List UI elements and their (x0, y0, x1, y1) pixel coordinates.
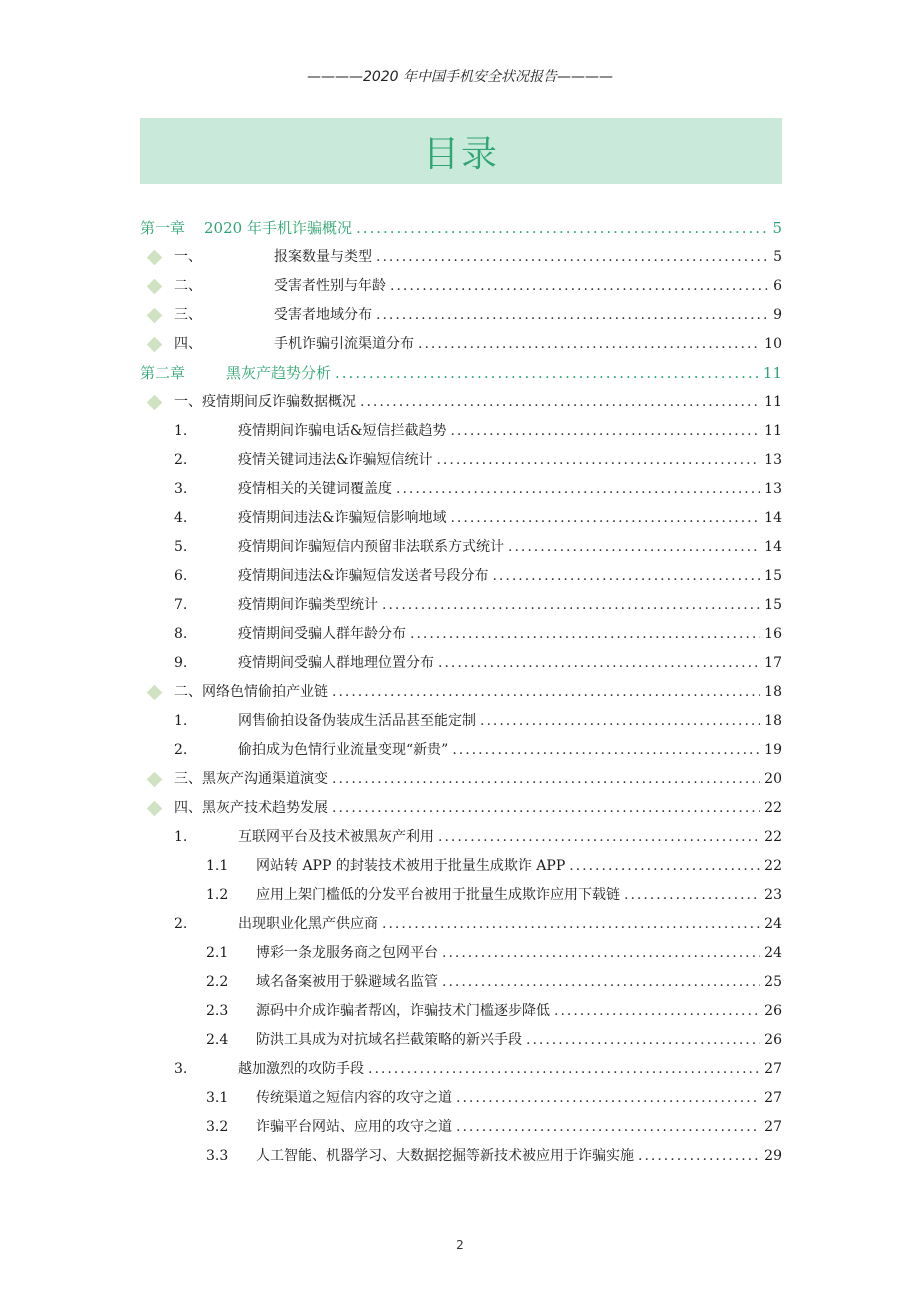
toc-entry-page: 9 (773, 307, 782, 323)
toc-entry-page: 17 (764, 655, 782, 671)
toc-entry-section[interactable] (140, 765, 782, 794)
toc-entry-title: 网站转 APP 的封装技术被用于批量生成欺诈 APP (256, 858, 566, 874)
toc-dot-leader (442, 939, 760, 968)
table-of-contents (140, 214, 782, 1171)
toc-dot-leader (438, 823, 760, 852)
toc-entry-title: 博彩一条龙服务商之包网平台 (256, 945, 438, 961)
toc-dot-leader (390, 272, 769, 301)
toc-entry-item[interactable] (140, 620, 782, 649)
toc-entry-title: 网络色情偷拍产业链 (202, 684, 328, 700)
toc-entry-item[interactable] (140, 1055, 782, 1084)
toc-entry-title: 应用上架门槛低的分发平台被用于批量生成欺诈应用下载链 (256, 887, 620, 903)
toc-dot-leader (356, 214, 769, 243)
toc-entry-number: 3.3 (206, 1148, 229, 1164)
toc-entry-title: 疫情相关的关键词覆盖度 (238, 481, 392, 497)
toc-entry-number: 3.2 (206, 1119, 229, 1135)
toc-dot-leader (376, 301, 769, 330)
toc-entry-page: 24 (764, 916, 782, 932)
toc-entry-number: 9. (174, 655, 188, 671)
toc-dot-leader (382, 910, 760, 939)
toc-entry-item[interactable] (140, 446, 782, 475)
toc-entry-number: 3. (174, 1061, 188, 1077)
toc-entry-subitem[interactable] (140, 997, 782, 1026)
toc-entry-page: 13 (764, 452, 782, 468)
page-number: 2 (456, 1238, 464, 1252)
toc-entry-section[interactable] (140, 243, 782, 272)
toc-entry-page: 26 (764, 1003, 782, 1019)
toc-entry-title: 疫情期间诈骗电话&短信拦截趋势 (238, 423, 447, 439)
toc-entry-page: 26 (764, 1032, 782, 1048)
toc-dot-leader (554, 997, 760, 1026)
toc-entry-page: 14 (764, 510, 782, 526)
toc-dot-leader (624, 881, 760, 910)
toc-entry-number: 3. (174, 481, 188, 497)
toc-entry-title: 偷拍成为色情行业流量变现“新贵” (238, 742, 449, 758)
toc-entry-number: 四、 (174, 800, 202, 816)
toc-entry-title: 报案数量与类型 (274, 249, 372, 265)
toc-entry-number: 1. (174, 423, 188, 439)
toc-entry-number: 2.4 (206, 1032, 229, 1048)
toc-entry-page: 20 (764, 771, 782, 787)
toc-dot-leader (492, 562, 760, 591)
toc-entry-number: 1. (174, 713, 188, 729)
toc-entry-title: 越加激烈的攻防手段 (238, 1061, 364, 1077)
toc-entry-number: 一、 (174, 249, 202, 265)
toc-entry-number: 1.2 (206, 887, 229, 903)
toc-entry-subitem[interactable] (140, 1084, 782, 1113)
toc-entry-number: 2.1 (206, 945, 229, 961)
toc-entry-title: 疫情期间违法&诈骗短信发送者号段分布 (238, 568, 489, 584)
toc-dot-leader (450, 417, 760, 446)
toc-dot-leader (332, 794, 760, 823)
toc-entry-number: 一、 (174, 394, 202, 410)
toc-entry-number: 第二章 (140, 364, 186, 382)
toc-entry-page: 25 (764, 974, 782, 990)
toc-entry-title: 疫情期间受骗人群年龄分布 (238, 626, 406, 642)
toc-entry-title: 黑灰产趋势分析 (226, 364, 332, 382)
toc-entry-page: 27 (764, 1090, 782, 1106)
toc-entry-number: 2. (174, 916, 188, 932)
toc-entry-title: 疫情期间反诈骗数据概况 (202, 394, 356, 410)
toc-entry-page: 24 (764, 945, 782, 961)
toc-entry-section[interactable] (140, 272, 782, 301)
toc-entry-page: 19 (764, 742, 782, 758)
toc-entry-page: 27 (764, 1119, 782, 1135)
toc-dot-leader (508, 533, 760, 562)
toc-entry-section[interactable] (140, 678, 782, 707)
toc-entry-number: 2. (174, 452, 188, 468)
title-banner (140, 118, 782, 184)
page-title: 目录 (422, 133, 499, 175)
toc-entry-chapter-1[interactable] (140, 214, 782, 243)
toc-entry-title: 出现职业化黑产供应商 (238, 916, 378, 932)
toc-dot-leader (396, 475, 760, 504)
toc-entry-subitem[interactable] (140, 1026, 782, 1055)
toc-entry-section[interactable] (140, 794, 782, 823)
toc-entry-page: 14 (764, 539, 782, 555)
toc-entry-page: 10 (764, 336, 782, 352)
toc-entry-page: 22 (764, 800, 782, 816)
toc-entry-title: 手机诈骗引流渠道分布 (274, 336, 414, 352)
toc-entry-subitem[interactable] (140, 1142, 782, 1171)
toc-entry-number: 4. (174, 510, 188, 526)
toc-entry-page: 23 (764, 887, 782, 903)
toc-entry-subitem[interactable] (140, 968, 782, 997)
toc-dot-leader (410, 620, 760, 649)
toc-dot-leader (456, 1113, 760, 1142)
toc-dot-leader (436, 446, 760, 475)
toc-entry-subitem[interactable] (140, 1113, 782, 1142)
toc-entry-page: 29 (764, 1148, 782, 1164)
toc-dot-leader (360, 388, 760, 417)
toc-entry-page: 5 (772, 219, 782, 237)
toc-entry-item[interactable] (140, 417, 782, 446)
toc-entry-item[interactable] (140, 562, 782, 591)
toc-entry-number: 2.2 (206, 974, 229, 990)
toc-dot-leader (456, 1084, 760, 1113)
toc-entry-page: 15 (764, 568, 782, 584)
toc-entry-chapter-2[interactable] (140, 359, 782, 388)
toc-entry-page: 13 (764, 481, 782, 497)
toc-dot-leader (569, 852, 760, 881)
toc-dot-leader (335, 359, 759, 388)
toc-entry-page: 5 (773, 249, 782, 265)
toc-entry-item[interactable] (140, 591, 782, 620)
toc-dot-leader (332, 765, 760, 794)
toc-entry-subitem[interactable] (140, 852, 782, 881)
toc-dot-leader (418, 330, 760, 359)
toc-dot-leader (332, 678, 760, 707)
toc-entry-page: 27 (764, 1061, 782, 1077)
toc-entry-number: 1.1 (206, 858, 229, 874)
toc-entry-title: 网售偷拍设备伪装成生活品甚至能定制 (238, 713, 476, 729)
toc-dot-leader (368, 1055, 760, 1084)
toc-entry-number: 四、 (174, 336, 202, 352)
toc-entry-number: 8. (174, 626, 188, 642)
toc-entry-section[interactable] (140, 330, 782, 359)
toc-entry-title: 疫情期间受骗人群地理位置分布 (238, 655, 434, 671)
running-header: ————2020 年中国手机安全状况报告———— (306, 69, 614, 85)
toc-entry-title: 受害者性别与年龄 (274, 278, 386, 294)
toc-entry-title: 疫情期间违法&诈骗短信影响地域 (238, 510, 447, 526)
toc-entry-number: 2.3 (206, 1003, 229, 1019)
toc-entry-title: 源码中介成诈骗者帮凶，诈骗技术门槛逐步降低 (256, 1003, 550, 1019)
toc-entry-title: 2020 年手机诈骗概况 (204, 219, 352, 237)
toc-entry-number: 三、 (174, 771, 202, 787)
toc-entry-title: 防洪工具成为对抗域名拦截策略的新兴手段 (256, 1032, 522, 1048)
toc-entry-section[interactable] (140, 301, 782, 330)
toc-entry-number: 2. (174, 742, 188, 758)
toc-entry-title: 疫情期间诈骗类型统计 (238, 597, 378, 613)
toc-entry-title: 黑灰产技术趋势发展 (202, 800, 328, 816)
toc-entry-subitem[interactable] (140, 939, 782, 968)
toc-dot-leader (442, 968, 760, 997)
toc-entry-item[interactable] (140, 533, 782, 562)
toc-entry-item[interactable] (140, 649, 782, 678)
toc-dot-leader (526, 1026, 760, 1055)
toc-entry-number: 7. (174, 597, 188, 613)
toc-entry-title: 诈骗平台网站、应用的攻守之道 (256, 1119, 452, 1135)
toc-dot-leader (376, 243, 769, 272)
toc-entry-page: 6 (773, 278, 782, 294)
toc-entry-item[interactable] (140, 823, 782, 852)
toc-entry-page: 22 (764, 829, 782, 845)
toc-entry-page: 11 (762, 364, 782, 382)
toc-entry-title: 黑灰产沟通渠道演变 (202, 771, 328, 787)
toc-entry-number: 1. (174, 829, 188, 845)
toc-entry-title: 受害者地域分布 (274, 307, 372, 323)
toc-entry-page: 18 (764, 713, 782, 729)
toc-entry-page: 11 (764, 423, 782, 439)
toc-dot-leader (638, 1142, 760, 1171)
toc-entry-title: 疫情期间诈骗短信内预留非法联系方式统计 (238, 539, 504, 555)
toc-entry-page: 16 (764, 626, 782, 642)
toc-entry-title: 互联网平台及技术被黑灰产利用 (238, 829, 434, 845)
toc-entry-item[interactable] (140, 736, 782, 765)
toc-entry-page: 18 (764, 684, 782, 700)
toc-entry-number: 二、 (174, 278, 202, 294)
toc-entry-number: 6. (174, 568, 188, 584)
toc-entry-page: 11 (764, 394, 782, 410)
toc-entry-number: 3.1 (206, 1090, 229, 1106)
toc-dot-leader (452, 736, 760, 765)
toc-entry-title: 传统渠道之短信内容的攻守之道 (256, 1090, 452, 1106)
toc-dot-leader (438, 649, 760, 678)
toc-entry-number: 第一章 (140, 219, 186, 237)
toc-dot-leader (382, 591, 760, 620)
toc-entry-page: 15 (764, 597, 782, 613)
toc-dot-leader (450, 504, 760, 533)
toc-entry-item[interactable] (140, 504, 782, 533)
toc-entry-number: 三、 (174, 307, 202, 323)
toc-dot-leader (480, 707, 760, 736)
toc-entry-number: 5. (174, 539, 188, 555)
toc-entry-number: 二、 (174, 684, 202, 700)
toc-entry-item[interactable] (140, 707, 782, 736)
toc-entry-item[interactable] (140, 910, 782, 939)
toc-entry-item[interactable] (140, 475, 782, 504)
toc-entry-title: 域名备案被用于躲避域名监管 (256, 974, 438, 990)
toc-entry-title: 疫情关键词违法&诈骗短信统计 (238, 452, 433, 468)
toc-entry-subitem[interactable] (140, 881, 782, 910)
toc-entry-section[interactable] (140, 388, 782, 417)
toc-entry-page: 22 (764, 858, 782, 874)
toc-entry-title: 人工智能、机器学习、大数据挖掘等新技术被应用于诈骗实施 (256, 1148, 634, 1164)
